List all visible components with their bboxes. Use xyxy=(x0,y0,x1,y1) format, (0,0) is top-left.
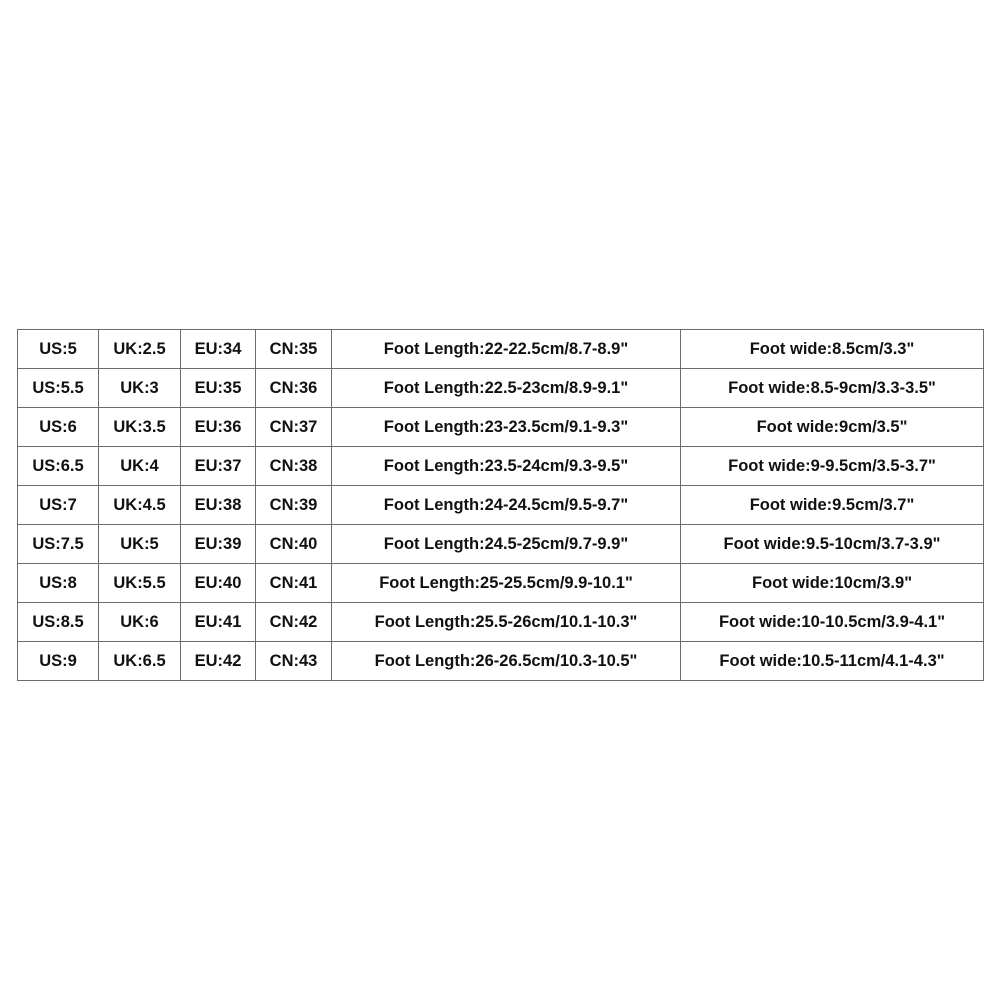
table-row xyxy=(18,330,984,369)
eu-size-cell: EU:36 xyxy=(181,408,256,447)
eu-size-cell: EU:41 xyxy=(181,603,256,642)
table-row xyxy=(18,486,984,525)
table-row xyxy=(18,603,984,642)
cn-size-cell: CN:41 xyxy=(256,564,332,603)
uk-size-cell: UK:4 xyxy=(99,447,181,486)
foot-wide-cell: Foot wide:10cm/3.9" xyxy=(681,564,984,603)
foot-wide-cell: Foot wide:10.5-11cm/4.1-4.3" xyxy=(681,642,984,681)
foot-wide-cell: Foot wide:10-10.5cm/3.9-4.1" xyxy=(681,603,984,642)
eu-size-cell: EU:37 xyxy=(181,447,256,486)
uk-size-cell: UK:3.5 xyxy=(99,408,181,447)
foot-wide-cell: Foot wide:9cm/3.5" xyxy=(681,408,984,447)
uk-size-cell: UK:5 xyxy=(99,525,181,564)
foot-length-cell: Foot Length:22.5-23cm/8.9-9.1" xyxy=(332,369,681,408)
us-size-cell: US:6 xyxy=(18,408,99,447)
us-size-cell: US:9 xyxy=(18,642,99,681)
cn-size-cell: CN:40 xyxy=(256,525,332,564)
eu-size-cell: EU:35 xyxy=(181,369,256,408)
foot-length-cell: Foot Length:26-26.5cm/10.3-10.5" xyxy=(332,642,681,681)
eu-size-cell: EU:40 xyxy=(181,564,256,603)
foot-wide-cell: Foot wide:8.5cm/3.3" xyxy=(681,330,984,369)
eu-size-cell: EU:42 xyxy=(181,642,256,681)
eu-size-cell: EU:38 xyxy=(181,486,256,525)
foot-length-cell: Foot Length:25.5-26cm/10.1-10.3" xyxy=(332,603,681,642)
cn-size-cell: CN:39 xyxy=(256,486,332,525)
table-row xyxy=(18,642,984,681)
uk-size-cell: UK:3 xyxy=(99,369,181,408)
cn-size-cell: CN:37 xyxy=(256,408,332,447)
foot-wide-cell: Foot wide:9-9.5cm/3.5-3.7" xyxy=(681,447,984,486)
size-chart-table xyxy=(17,329,984,681)
cn-size-cell: CN:38 xyxy=(256,447,332,486)
foot-length-cell: Foot Length:23.5-24cm/9.3-9.5" xyxy=(332,447,681,486)
us-size-cell: US:8 xyxy=(18,564,99,603)
foot-wide-cell: Foot wide:9.5-10cm/3.7-3.9" xyxy=(681,525,984,564)
us-size-cell: US:8.5 xyxy=(18,603,99,642)
uk-size-cell: UK:6.5 xyxy=(99,642,181,681)
foot-wide-cell: Foot wide:8.5-9cm/3.3-3.5" xyxy=(681,369,984,408)
uk-size-cell: UK:4.5 xyxy=(99,486,181,525)
cn-size-cell: CN:43 xyxy=(256,642,332,681)
foot-length-cell: Foot Length:24-24.5cm/9.5-9.7" xyxy=(332,486,681,525)
eu-size-cell: EU:34 xyxy=(181,330,256,369)
table-row xyxy=(18,525,984,564)
table-row xyxy=(18,369,984,408)
uk-size-cell: UK:6 xyxy=(99,603,181,642)
cn-size-cell: CN:35 xyxy=(256,330,332,369)
uk-size-cell: UK:2.5 xyxy=(99,330,181,369)
cn-size-cell: CN:36 xyxy=(256,369,332,408)
us-size-cell: US:5.5 xyxy=(18,369,99,408)
table-row xyxy=(18,564,984,603)
uk-size-cell: UK:5.5 xyxy=(99,564,181,603)
table-row xyxy=(18,408,984,447)
foot-wide-cell: Foot wide:9.5cm/3.7" xyxy=(681,486,984,525)
cn-size-cell: CN:42 xyxy=(256,603,332,642)
us-size-cell: US:6.5 xyxy=(18,447,99,486)
us-size-cell: US:7.5 xyxy=(18,525,99,564)
us-size-cell: US:7 xyxy=(18,486,99,525)
us-size-cell: US:5 xyxy=(18,330,99,369)
foot-length-cell: Foot Length:24.5-25cm/9.7-9.9" xyxy=(332,525,681,564)
foot-length-cell: Foot Length:25-25.5cm/9.9-10.1" xyxy=(332,564,681,603)
table-row xyxy=(18,447,984,486)
foot-length-cell: Foot Length:23-23.5cm/9.1-9.3" xyxy=(332,408,681,447)
foot-length-cell: Foot Length:22-22.5cm/8.7-8.9" xyxy=(332,330,681,369)
eu-size-cell: EU:39 xyxy=(181,525,256,564)
